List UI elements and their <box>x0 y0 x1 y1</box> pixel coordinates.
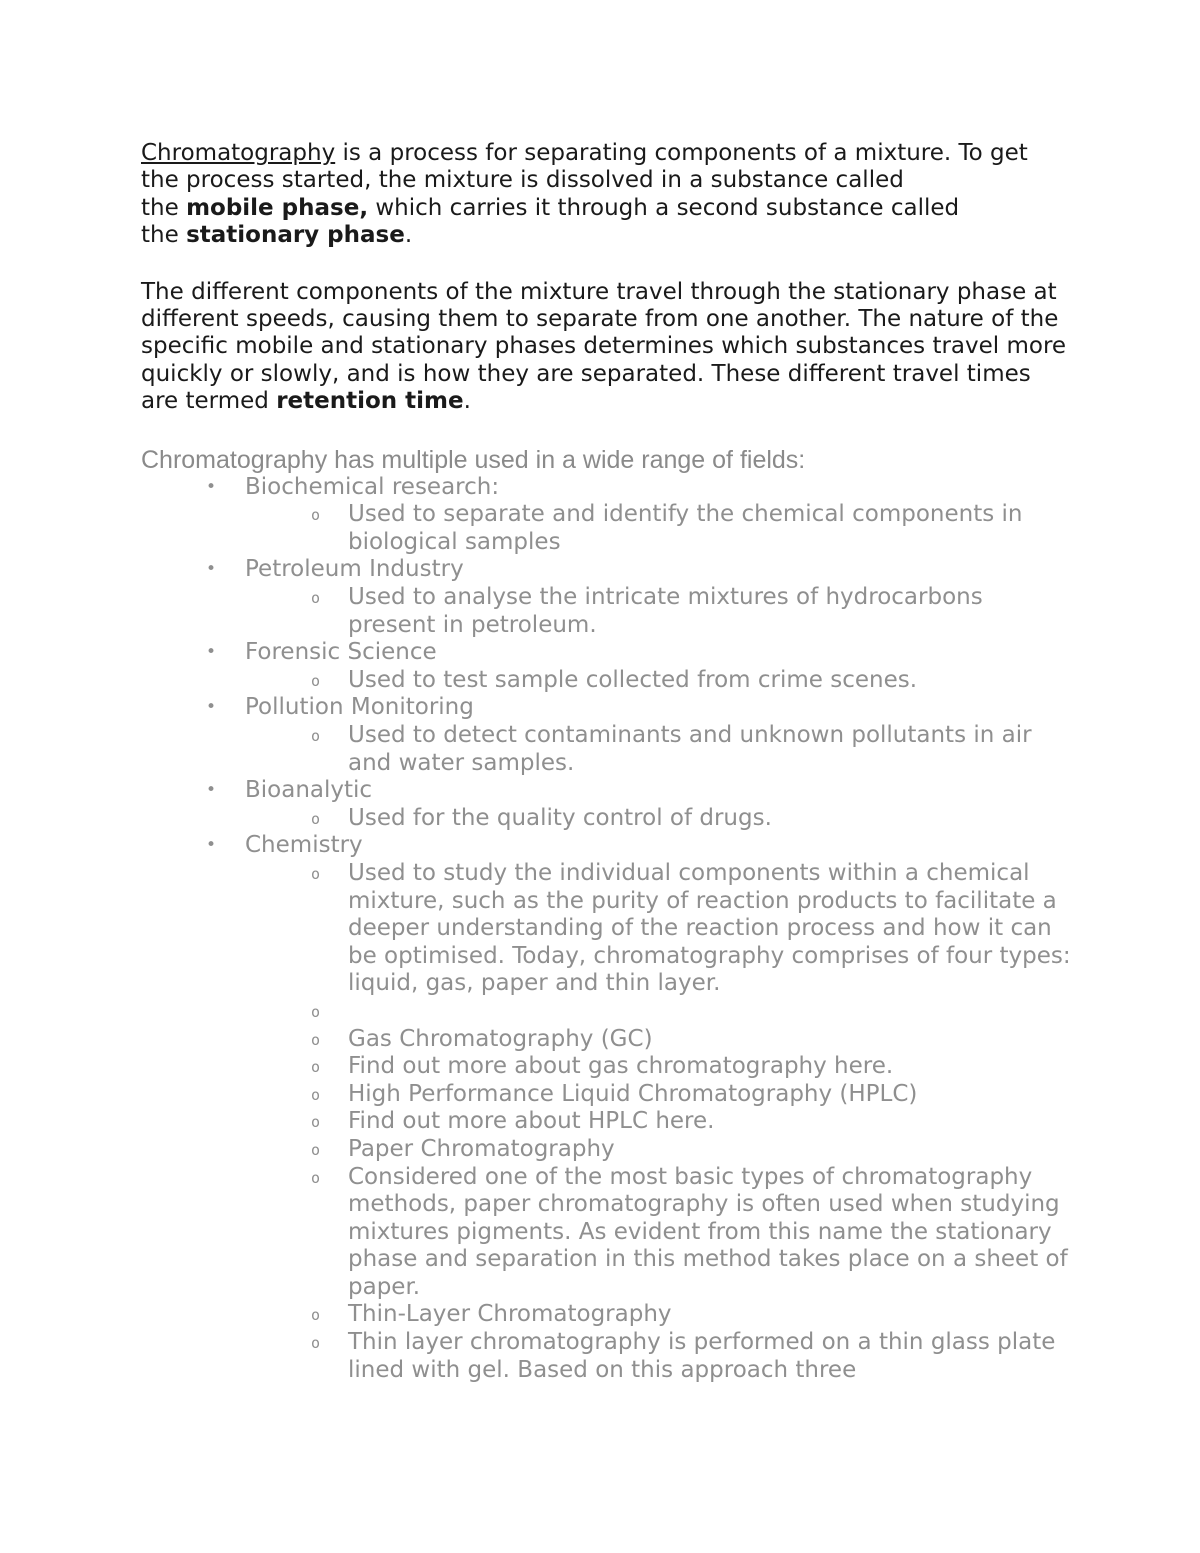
mobile-phase-term: mobile phase, <box>186 194 369 221</box>
sub-item-text: Used to detect contaminants and unknown pollutants in air and water samples. <box>348 722 1032 776</box>
sub-item-text: Gas Chromatography (GC) <box>348 1025 653 1052</box>
bullet-icon: • <box>206 780 217 801</box>
sub-item-text: Used to study the individual components within a chemical mixture, such as the purity of reaction products to facilitate a deeper understanding of the reaction process and how it can be optimised. Today, chromatography comprises of four types: liquid, gas, paper and thin layer. <box>348 859 1071 997</box>
field-label: Petroleum Industry <box>245 556 464 583</box>
intro-the-2: the <box>141 222 187 249</box>
circle-bullet-icon: o <box>311 1002 321 1021</box>
bullet-icon: • <box>206 642 217 663</box>
field-item <box>141 474 1071 557</box>
field-label: Biochemical research: <box>245 473 500 500</box>
sub-item-text: Used to separate and identify the chemical components in biological samples <box>348 501 1023 555</box>
sub-item-text: Paper Chromatography <box>348 1135 615 1162</box>
field-sub-list <box>245 501 1071 556</box>
sub-item-text: Used to analyse the intricate mixtures of hydrocarbons present in petroleum. <box>348 584 983 638</box>
circle-bullet-icon: o <box>311 671 321 690</box>
sub-item <box>141 667 1071 695</box>
retention-text: The different components of the mixture travel through the stationary phase at different speeds, causing them to separate from one another. The nature of the specific mobile and stationary phases determines which substances travel more quickly or slowly, and is how they are separated. These different travel times are termed <box>141 278 1067 415</box>
empty-sub-item <box>348 998 1071 1026</box>
sub-item <box>141 998 1071 1026</box>
sub-item-text: Thin-Layer Chromatography <box>348 1301 672 1328</box>
retention-time-term: retention time <box>276 388 464 415</box>
bullet-icon: • <box>206 835 217 856</box>
circle-bullet-icon: o <box>311 1058 321 1077</box>
sub-item <box>141 1136 1071 1164</box>
sub-item-text: Used to test sample collected from crime scenes. <box>348 666 918 693</box>
sub-item <box>141 1301 1071 1329</box>
sub-item <box>141 1164 1071 1302</box>
sub-item <box>141 584 1071 639</box>
intro-the-1: the <box>141 194 187 221</box>
retention-paragraph <box>141 279 1071 416</box>
sub-item-text: Thin layer chromatography is performed on a thin glass plate lined with gel. Based on this approach three <box>348 1329 1056 1383</box>
intro-text-2: which carries it through a second substance called <box>368 194 960 221</box>
stationary-phase-term: stationary phase <box>186 222 405 249</box>
field-label: Pollution Monitoring <box>245 694 474 721</box>
sub-item-text: Used for the quality control of drugs. <box>348 804 772 831</box>
intro-text: is a process for separating components of a mixture. To get the process started, the mixture is dissolved in a substance called <box>141 140 1028 194</box>
intro-period: . <box>404 222 413 249</box>
field-item <box>141 832 1071 1384</box>
sub-item <box>141 1053 1071 1081</box>
field-item <box>141 556 1071 639</box>
sub-item-text: Find out more about gas chromatography here. <box>348 1053 894 1080</box>
field-sub-list <box>245 860 1071 1384</box>
document-body <box>141 140 1071 1384</box>
bullet-icon: • <box>206 476 217 497</box>
circle-bullet-icon: o <box>311 1168 321 1187</box>
sub-item <box>141 1026 1071 1054</box>
circle-bullet-icon: o <box>311 864 321 883</box>
sub-item <box>141 1329 1071 1384</box>
field-item <box>141 777 1071 832</box>
field-label: Bioanalytic <box>245 777 373 804</box>
circle-bullet-icon: o <box>311 1113 321 1132</box>
bullet-icon: • <box>206 697 217 718</box>
circle-bullet-icon: o <box>311 589 321 608</box>
retention-period: . <box>463 388 471 415</box>
field-sub-list <box>245 667 1071 695</box>
intro-paragraph <box>141 140 1071 250</box>
sub-item <box>141 1081 1071 1109</box>
field-item <box>141 639 1071 694</box>
fields-list <box>141 474 1071 1385</box>
sub-item <box>141 722 1071 777</box>
sub-item-text: Find out more about HPLC here. <box>348 1108 715 1135</box>
field-sub-list <box>245 722 1071 777</box>
circle-bullet-icon: o <box>311 727 321 745</box>
field-label: Forensic Science <box>245 639 437 666</box>
chromatography-link[interactable]: Chromatography <box>141 140 336 166</box>
sub-item-text: High Performance Liquid Chromatography (HPLC) <box>348 1080 918 1107</box>
field-label: Chemistry <box>245 832 363 859</box>
sub-item <box>141 501 1071 556</box>
field-item <box>141 694 1071 777</box>
circle-bullet-icon: o <box>311 1030 321 1049</box>
circle-bullet-icon: o <box>311 506 321 525</box>
sub-item-text: Considered one of the most basic types of chromatography methods, paper chromatography is often used when studying mixtures pigments. As evident from this name the stationary phase and separation in this method takes place on a sheet of paper. <box>348 1163 1068 1300</box>
fields-heading: Chromatography has multiple used in a wide range of fields: <box>141 445 806 474</box>
field-sub-list <box>245 805 1071 833</box>
circle-bullet-icon: o <box>311 809 321 828</box>
sub-item <box>141 805 1071 833</box>
sub-item <box>141 1108 1071 1136</box>
circle-bullet-icon: o <box>311 1140 321 1159</box>
circle-bullet-icon: o <box>311 1334 321 1353</box>
bullet-icon: • <box>206 559 217 580</box>
sub-item <box>141 860 1071 998</box>
field-sub-list <box>245 584 1071 639</box>
circle-bullet-icon: o <box>311 1085 321 1104</box>
circle-bullet-icon: o <box>311 1306 321 1325</box>
